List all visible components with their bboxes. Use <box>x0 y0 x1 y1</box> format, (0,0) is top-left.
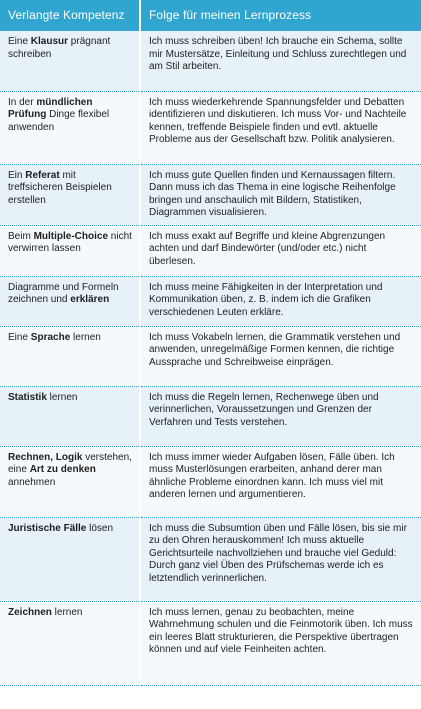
table-row <box>0 164 421 225</box>
table-row <box>0 326 421 386</box>
table-row <box>0 386 421 446</box>
competence-keyword: Multiple-Choice <box>33 230 109 242</box>
competence-keyword: Sprache <box>30 331 71 343</box>
competence-keyword: Klausur <box>30 36 69 47</box>
competence-keyword: Zeichnen <box>8 606 52 618</box>
competence-text: Eine <box>8 331 31 343</box>
competence-text: Beim <box>8 230 34 242</box>
competence-text: lernen <box>70 331 101 343</box>
competence-cell <box>0 31 140 91</box>
consequence-cell: Ich muss immer wieder Aufgaben lösen, Fälle üben. Ich muss Musterlösungen erarbeiten, anhand derer man ähnliche Probleme einordnen kann. Ich muss viel mit anderen lernen und argumentieren. <box>140 446 421 517</box>
competence-keyword: Juristische Fälle <box>8 522 87 534</box>
competence-keyword: erklären <box>70 294 110 305</box>
table-row <box>0 31 421 91</box>
competence-keyword: Statistik <box>8 391 47 403</box>
consequence-cell: Ich muss exakt auf Begriffe und kleine Abgrenzungen achten und darf Bindewörter (und/oder etc.) nicht überlesen. <box>140 225 421 276</box>
competence-text: mit treffsicheren Beispielen erstellen <box>8 169 112 206</box>
competence-cell <box>0 326 140 386</box>
consequence-cell: Ich muss die Regeln lernen, Rechenwege üben und verinnerlichen, Voraussetzungen und Grenzen der Verfahren und Tests verstehen. <box>140 386 421 446</box>
competence-cell <box>0 276 140 326</box>
consequence-cell: Ich muss gute Quellen finden und Kernaussagen filtern. Dann muss ich das Thema in eine logische Reihenfolge bringen und anschaulich mit Bildern, Statistiken, Diagrammen visualisieren. <box>140 164 421 225</box>
competence-text: Eine <box>8 36 31 47</box>
competence-text: Dinge flexibel anwenden <box>8 109 110 133</box>
competence-cell <box>0 225 140 276</box>
table-row <box>0 91 421 164</box>
consequence-cell: Ich muss Vokabeln lernen, die Grammatik verstehen und anwenden, unregelmäßige Formen kennen, die richtige Aussprache und Schreibweise einprägen. <box>140 326 421 386</box>
competence-text: lernen <box>46 391 78 403</box>
table-row <box>0 517 421 601</box>
header-consequence: Folge für meinen Lernprozess <box>140 0 421 31</box>
table-body <box>0 31 421 685</box>
consequence-cell: Ich muss die Subsumtion üben und Fälle lösen, bis sie mir zu den Ohren herauskommen! Ich muss aktuelle Gerichtsurteile nachvollziehen und brauche viel Geduld: Durch ganz viel Üben des Prüfschemas werde ich es letztendlich verinnerlichen. <box>140 517 421 601</box>
competence-text: lösen <box>86 522 114 534</box>
competence-cell <box>0 164 140 225</box>
competence-text: verstehen, eine <box>8 451 132 475</box>
competence-text: Diagramme und Formeln zeichnen und <box>8 281 119 305</box>
competence-keyword: Referat <box>25 169 60 181</box>
competence-cell <box>0 601 140 685</box>
competence-text: In der <box>8 96 37 108</box>
table-row <box>0 276 421 326</box>
competence-cell <box>0 446 140 517</box>
competence-cell <box>0 517 140 601</box>
competence-text: annehmen <box>8 476 56 488</box>
consequence-cell: Ich muss schreiben üben! Ich brauche ein Schema, sollte mir Mustersätze, Einleitung und Schluss zurechtlegen und am Stil arbeiten. <box>140 31 421 91</box>
header-competence: Verlangte Kompetenz <box>0 0 140 31</box>
competence-text: lernen <box>51 606 83 618</box>
table-header-row <box>0 0 421 31</box>
competence-text: nicht verwirren lassen <box>8 230 132 254</box>
competence-cell <box>0 386 140 446</box>
consequence-cell: Ich muss meine Fähigkeiten in der Interpretation und Kommunikation üben, z. B. indem ich die Grafiken verschiedenen Leuten erkläre. <box>140 276 421 326</box>
competence-keyword: mündlichen Prüfung <box>8 96 93 120</box>
competence-text: prägnant schreiben <box>8 36 111 60</box>
competence-cell <box>0 91 140 164</box>
consequence-cell: Ich muss lernen, genau zu beobachten, meine Wahrnehmung schulen und die Feinmotorik üben. Ich muss ein leeres Blatt strukturieren, die Perspektive übertragen können und auf viele Feinheiten achten. <box>140 601 421 685</box>
competence-keyword: Rechnen, Logik <box>8 451 83 463</box>
table-row <box>0 446 421 517</box>
competence-text: Ein <box>8 169 26 181</box>
competence-keyword: Art zu denken <box>29 464 96 475</box>
consequence-cell: Ich muss wiederkehrende Spannungsfelder und Debatten identifizieren und diskutieren. Ich muss Vor- und Nachteile kennen, treffende Beispiele finden und evtl. aktuelle Probleme aus der Gesellschaft bzw. Politik analysieren. <box>140 91 421 164</box>
table-row <box>0 225 421 276</box>
table-row <box>0 601 421 685</box>
